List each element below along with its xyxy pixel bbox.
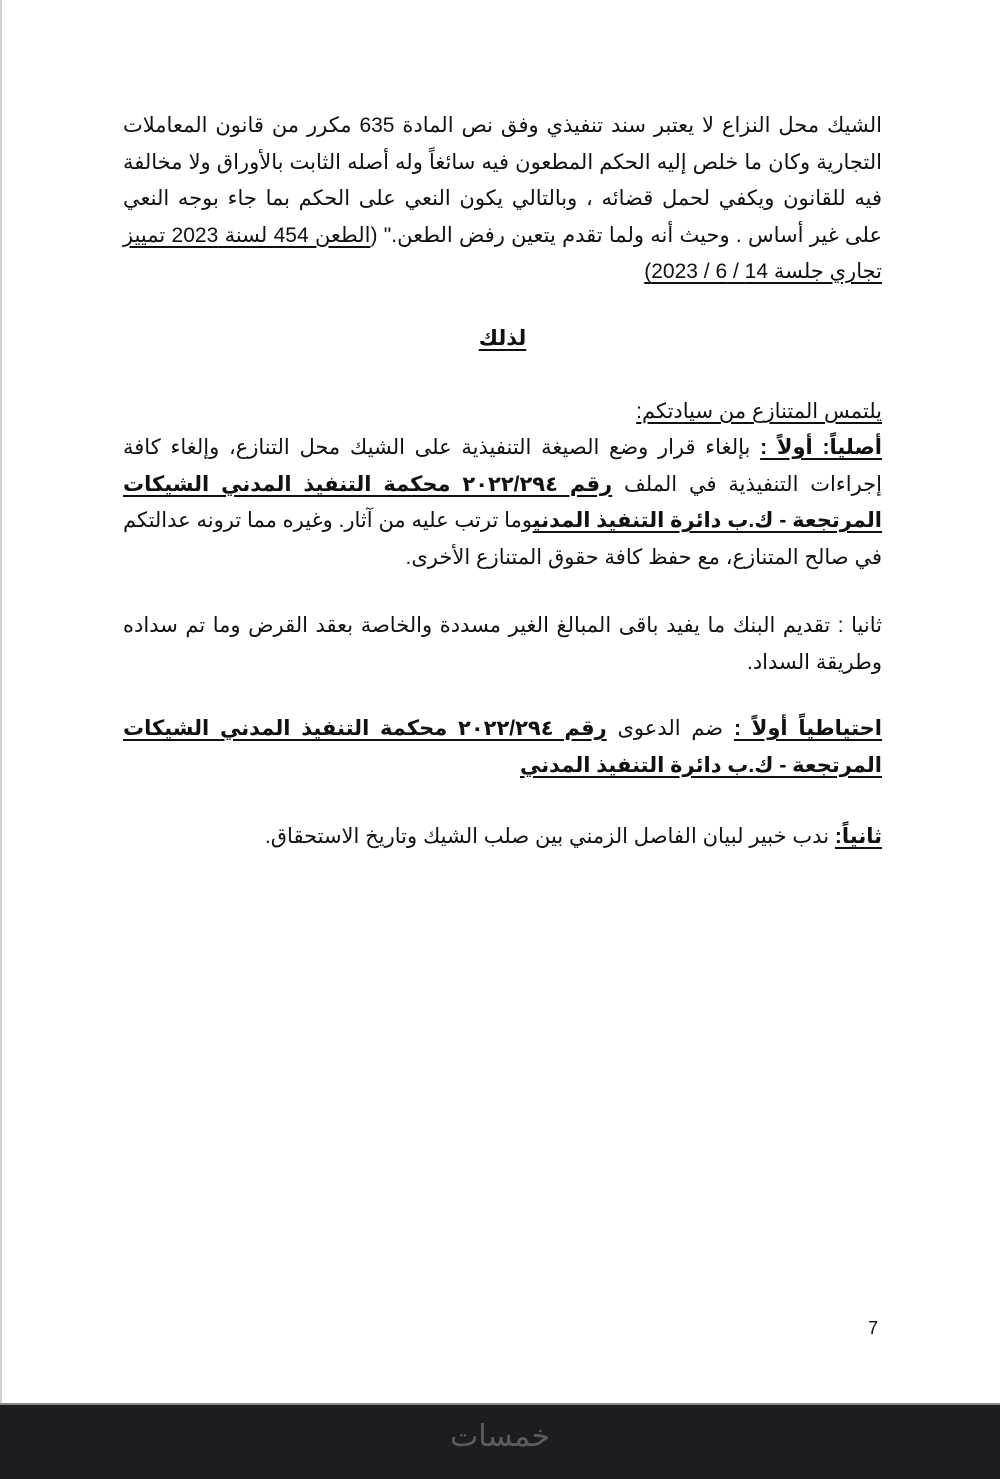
reserve-second-text: ندب خبير لبيان الفاصل الزمني بين صلب الشيك وتاريخ الاستحقاق. [264,825,835,848]
request-intro-text: يلتمس المتنازع من سيادتكم: [636,400,882,423]
paragraph-court-ruling [123,108,882,291]
primary-text: بإلغاء قرار وضع الصيغة التنفيذية على الشيك محل التنازع، وإلغاء كافة إجراءات التنفيذية في الملف [123,436,882,496]
reserve-case-reference: رقم ٢٠٢٢/٢٩٤ محكمة التنفيذ المدني الشيكات المرتجعة - ك.ب دائرة التنفيذ المدني [123,717,882,777]
primary-label: أصلياً: أولاً : [760,436,882,459]
heading-therefore [123,321,882,358]
primary-text-continued: وما ترتب عليه من آثار. وغيره مما ترونه عدالتكم في صالح المتنازع، مع حفظ كافة حقوق المتنازع الأخرى. [123,509,882,569]
reserve-label: احتياطياً أولاً : [733,717,882,740]
paragraph-reserve-second-request [123,819,882,856]
heading-text: لذلك [478,327,527,350]
reserve-text: ضم الدعوى [606,717,734,740]
watermark-footer [0,1405,1000,1479]
paragraph-primary-request [123,430,882,576]
ruling-text: الشيك محل النزاع لا يعتبر سند تنفيذي وفق نص المادة 635 مكرر من قانون المعاملات التجارية وكان ما خلص إليه الحكم المطعون فيه سائغاً وله أصله الثابت بالأوراق ولا مخالفة فيه للقانون ويكفي لحمل قضائه ، وبالتالي يكون النعي على الحكم بما جاء بوجه النعي على غير أساس . وحيث أنه ولما تقدم يتعين رفض الطعن." ( [123,114,882,247]
page-number: 7 [868,1318,879,1338]
primary-case-reference: رقم ٢٠٢٢/٢٩٤ محكمة التنفيذ المدني الشيكات المرتجعة - ك.ب دائرة التنفيذ المدني [123,472,882,532]
second-request-text: ثانيا : تقديم البنك ما يفيد باقى المبالغ الغير مسددة والخاصة بعقد القرض وما تم سداده وطريقة السداد. [123,614,882,674]
khamsat-logo: خمسات [449,1419,551,1454]
paragraph-reserve-request [123,711,882,784]
request-intro [123,394,882,431]
reserve-second-label: ثانياً: [834,825,882,848]
paragraph-second-request [123,608,882,681]
ruling-citation: الطعن 454 لسنة 2023 تمييز تجاري جلسة 14 / 6 / 2023) [123,223,882,283]
